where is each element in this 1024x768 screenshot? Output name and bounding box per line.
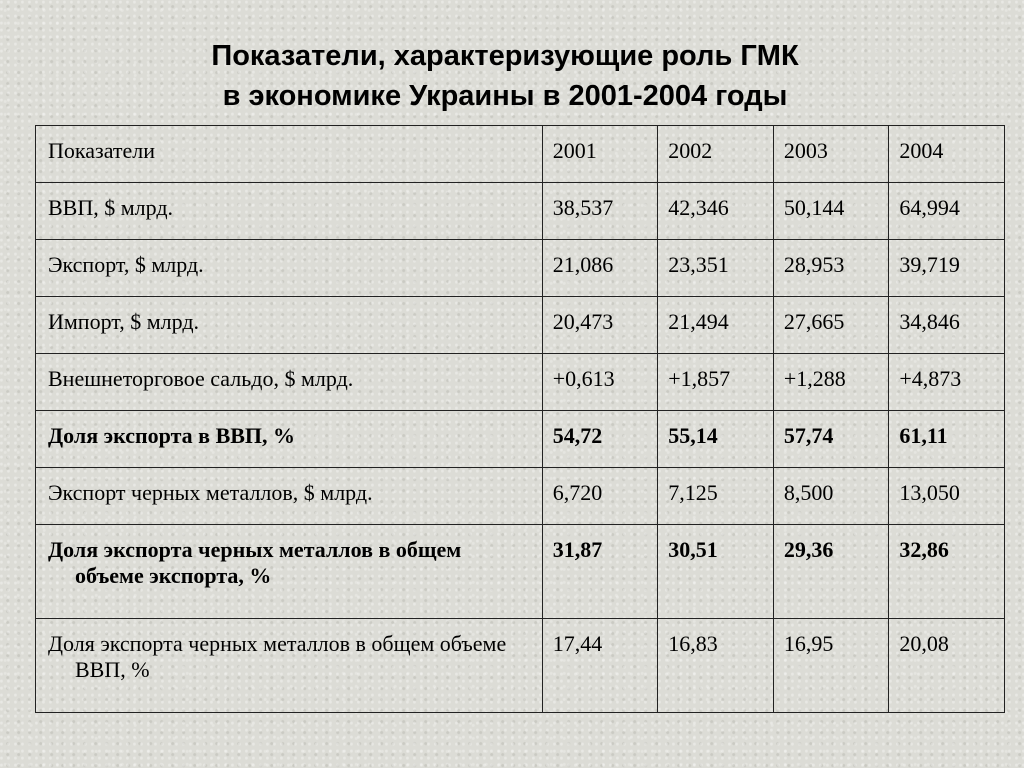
cell-value: 16,83 [658, 619, 774, 713]
header-year-2001: 2001 [542, 126, 658, 183]
indicators-table [35, 125, 1005, 713]
cell-value: 23,351 [658, 240, 774, 297]
cell-value: 54,72 [542, 411, 658, 468]
header-label: Показатели [36, 126, 543, 183]
cell-value: 39,719 [889, 240, 1005, 297]
table-row [36, 411, 1005, 468]
cell-value: +1,288 [773, 354, 889, 411]
cell-value: 61,11 [889, 411, 1005, 468]
cell-value: 20,473 [542, 297, 658, 354]
row-label [36, 525, 543, 619]
cell-value: 21,086 [542, 240, 658, 297]
cell-value: 30,51 [658, 525, 774, 619]
table-header-row [36, 126, 1005, 183]
cell-value: 31,87 [542, 525, 658, 619]
cell-value: 42,346 [658, 183, 774, 240]
row-label: ВВП, $ млрд. [36, 183, 543, 240]
cell-value: 8,500 [773, 468, 889, 525]
cell-value: 7,125 [658, 468, 774, 525]
row-label: Экспорт, $ млрд. [36, 240, 543, 297]
row-label-text: Доля экспорта черных металлов в общем объеме экспорта, % [48, 537, 462, 588]
table-row [36, 619, 1005, 713]
row-label: Доля экспорта в ВВП, % [36, 411, 543, 468]
title-line-2: в экономике Украины в 2001-2004 годы [222, 80, 788, 112]
header-year-2003: 2003 [773, 126, 889, 183]
cell-value: 57,74 [773, 411, 889, 468]
row-label: Экспорт черных металлов, $ млрд. [36, 468, 543, 525]
cell-value: 64,994 [889, 183, 1005, 240]
table-row [36, 525, 1005, 619]
cell-value: 32,86 [889, 525, 1005, 619]
cell-value: 55,14 [658, 411, 774, 468]
cell-value: 50,144 [773, 183, 889, 240]
slide-title [0, 36, 1010, 116]
cell-value: 29,36 [773, 525, 889, 619]
row-label: Импорт, $ млрд. [36, 297, 543, 354]
cell-value: 20,08 [889, 619, 1005, 713]
table-row [36, 468, 1005, 525]
header-year-2004: 2004 [889, 126, 1005, 183]
cell-value: +0,613 [542, 354, 658, 411]
row-label-text: Доля экспорта черных металлов в общем объеме ВВП, % [48, 631, 507, 682]
header-year-2002: 2002 [658, 126, 774, 183]
row-label [36, 619, 543, 713]
cell-value: 17,44 [542, 619, 658, 713]
cell-value: 13,050 [889, 468, 1005, 525]
cell-value: 16,95 [773, 619, 889, 713]
cell-value: 27,665 [773, 297, 889, 354]
table-row [36, 297, 1005, 354]
cell-value: 38,537 [542, 183, 658, 240]
cell-value: 28,953 [773, 240, 889, 297]
row-label: Внешнеторговое сальдо, $ млрд. [36, 354, 543, 411]
cell-value: 21,494 [658, 297, 774, 354]
table-row [36, 183, 1005, 240]
cell-value: +4,873 [889, 354, 1005, 411]
table-row [36, 354, 1005, 411]
table-row [36, 240, 1005, 297]
title-line-1: Показатели, характеризующие роль ГМК [211, 40, 799, 72]
cell-value: 6,720 [542, 468, 658, 525]
cell-value: +1,857 [658, 354, 774, 411]
cell-value: 34,846 [889, 297, 1005, 354]
